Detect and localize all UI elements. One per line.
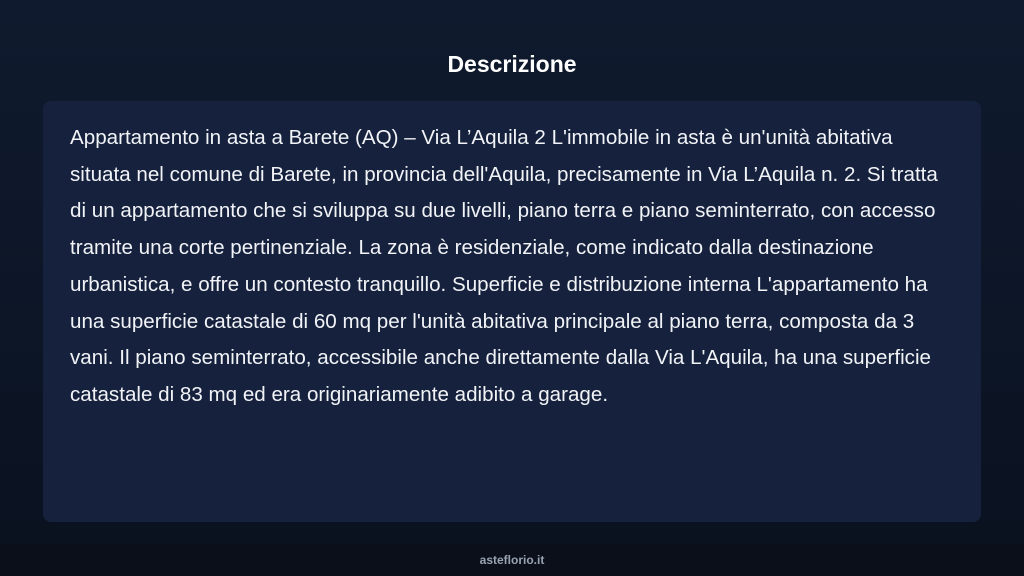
page-title: Descrizione [447, 51, 577, 77]
description-text: Appartamento in asta a Barete (AQ) – Via L’Aquila 2 L'immobile in asta è un'unità abitativa situata nel comune di Barete, in provincia dell'Aquila, precisamente in Via L’Aquila n. 2. Si tratta di un appartamento che si sviluppa su due livelli, piano terra e piano seminterrato, con accesso tramite una corte pertinenziale. La zona è residenziale, come indicato dalla destinazione urbanistica, e offre un contesto tranquillo. Superficie e distribuzione interna L'appartamento ha una superficie catastale di 60 mq per l'unità abitativa principale al piano terra, composta da 3 vani. Il piano seminterrato, accessibile anche direttamente dalla Via L'Aquila, ha una superficie catastale di 83 mq ed era originariamente adibito a garage. [70, 126, 938, 406]
description-card [43, 101, 981, 522]
footer-bar [0, 544, 1024, 576]
footer-brand: asteflorio.it [479, 553, 545, 567]
